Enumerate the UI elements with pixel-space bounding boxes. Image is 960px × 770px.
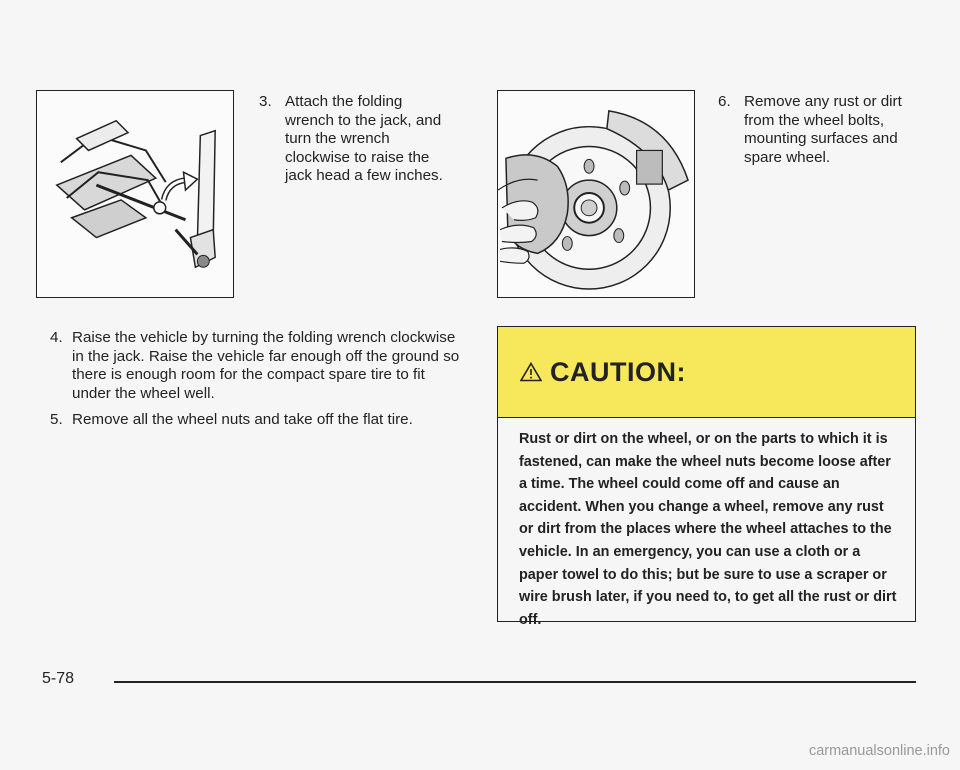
steps-list xyxy=(50,329,465,438)
step-text: Remove any rust or dirt from the wheel bolts, mounting surfaces and spare wheel. xyxy=(744,93,902,166)
wheel-hub-drawing xyxy=(498,91,694,297)
step-text: Raise the vehicle by turning the folding wrench clockwise in the jack. Raise the vehicle far enough off the ground so there is enough room for the compact spare tire to fit under the wheel well. xyxy=(72,329,460,402)
step-number: 4. xyxy=(50,329,63,346)
step-number: 5. xyxy=(50,411,63,428)
jack-wrench-illustration xyxy=(36,90,234,298)
caution-title-text: CAUTION: xyxy=(550,356,686,387)
footer-rule xyxy=(114,681,916,683)
page-number: 5-78 xyxy=(42,670,75,687)
step-text: Attach the folding wrench to the jack, and turn the wrench clockwise to raise the jack head a few inches. xyxy=(285,93,443,184)
step-number: 3. xyxy=(259,93,272,110)
step-3 xyxy=(259,93,449,186)
caution-box xyxy=(497,326,916,628)
wheel-hub-cleaning-illustration xyxy=(497,90,695,298)
caution-header xyxy=(498,327,915,418)
warning-triangle-icon xyxy=(520,362,542,382)
step-4 xyxy=(50,329,465,403)
caution-title xyxy=(520,357,686,388)
step-5 xyxy=(50,411,465,430)
step-text: Remove all the wheel nuts and take off the flat tire. xyxy=(72,411,413,428)
step-6 xyxy=(718,93,933,167)
jack-wrench-drawing xyxy=(37,91,233,297)
caution-body: Rust or dirt on the wheel, or on the parts to which it is fastened, can make the wheel nuts become loose after a time. The wheel could come off and cause an accident. When you change a wheel, remove any rust or dirt from the places where the wheel attaches to the vehicle. In an emergency, you can use a cloth or a paper towel to do this; but be sure to use a scraper or wire brush later, if you need to, to get all the rust or dirt off. xyxy=(519,431,897,628)
watermark: carmanualsonline.info xyxy=(808,743,950,759)
step-number: 6. xyxy=(718,93,731,110)
